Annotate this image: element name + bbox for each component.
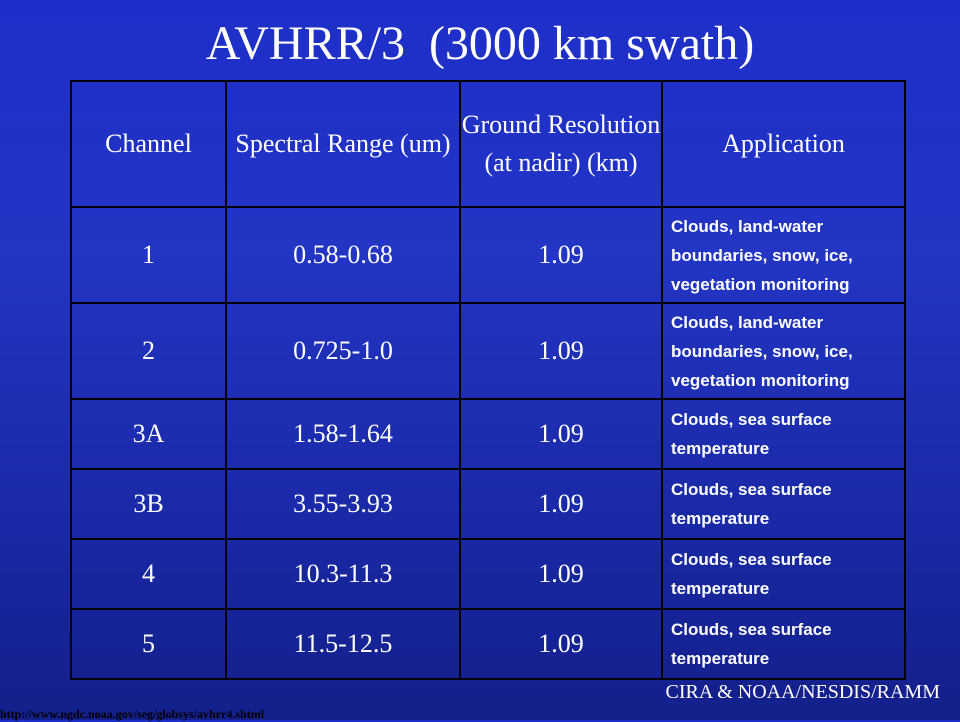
cell-application: Clouds, land-water boundaries, snow, ice, vegetation monitoring xyxy=(662,207,905,303)
channel-table xyxy=(70,80,906,680)
table-row xyxy=(71,539,905,609)
cell-channel: 2 xyxy=(71,303,226,399)
cell-channel: 3A xyxy=(71,399,226,469)
cell-spectral-range: 3.55-3.93 xyxy=(226,469,460,539)
cell-application: Clouds, sea surface temperature xyxy=(662,399,905,469)
table-row xyxy=(71,303,905,399)
table-row xyxy=(71,469,905,539)
table-header-row xyxy=(71,81,905,207)
cell-channel: 5 xyxy=(71,609,226,679)
cell-ground-resolution: 1.09 xyxy=(460,399,662,469)
table-row xyxy=(71,609,905,679)
cell-channel: 1 xyxy=(71,207,226,303)
credit-line: CIRA & NOAA/NESDIS/RAMM xyxy=(665,681,940,703)
header-spectral-range: Spectral Range (um) xyxy=(226,81,460,207)
cell-application: Clouds, sea surface temperature xyxy=(662,539,905,609)
cell-channel: 4 xyxy=(71,539,226,609)
cell-spectral-range: 10.3-11.3 xyxy=(226,539,460,609)
cell-ground-resolution: 1.09 xyxy=(460,303,662,399)
table-row xyxy=(71,207,905,303)
cell-ground-resolution: 1.09 xyxy=(460,539,662,609)
cell-spectral-range: 1.58-1.64 xyxy=(226,399,460,469)
cell-spectral-range: 11.5-12.5 xyxy=(226,609,460,679)
header-ground-resolution: Ground Resolution (at nadir) (km) xyxy=(460,81,662,207)
cell-ground-resolution: 1.09 xyxy=(460,609,662,679)
header-application: Application xyxy=(662,81,905,207)
slide-title: AVHRR/3 (3000 km swath) xyxy=(205,17,755,70)
cell-channel: 3B xyxy=(71,469,226,539)
cell-application: Clouds, land-water boundaries, snow, ice, vegetation monitoring xyxy=(662,303,905,399)
cell-spectral-range: 0.725-1.0 xyxy=(226,303,460,399)
table-row xyxy=(71,399,905,469)
cell-application: Clouds, sea surface temperature xyxy=(662,609,905,679)
cell-ground-resolution: 1.09 xyxy=(460,207,662,303)
header-channel: Channel xyxy=(71,81,226,207)
cell-spectral-range: 0.58-0.68 xyxy=(226,207,460,303)
cell-application: Clouds, sea surface temperature xyxy=(662,469,905,539)
cell-ground-resolution: 1.09 xyxy=(460,469,662,539)
source-url: http://www.ngdc.noaa.gov/seg/globsys/avhrr4.shtml xyxy=(0,707,265,721)
